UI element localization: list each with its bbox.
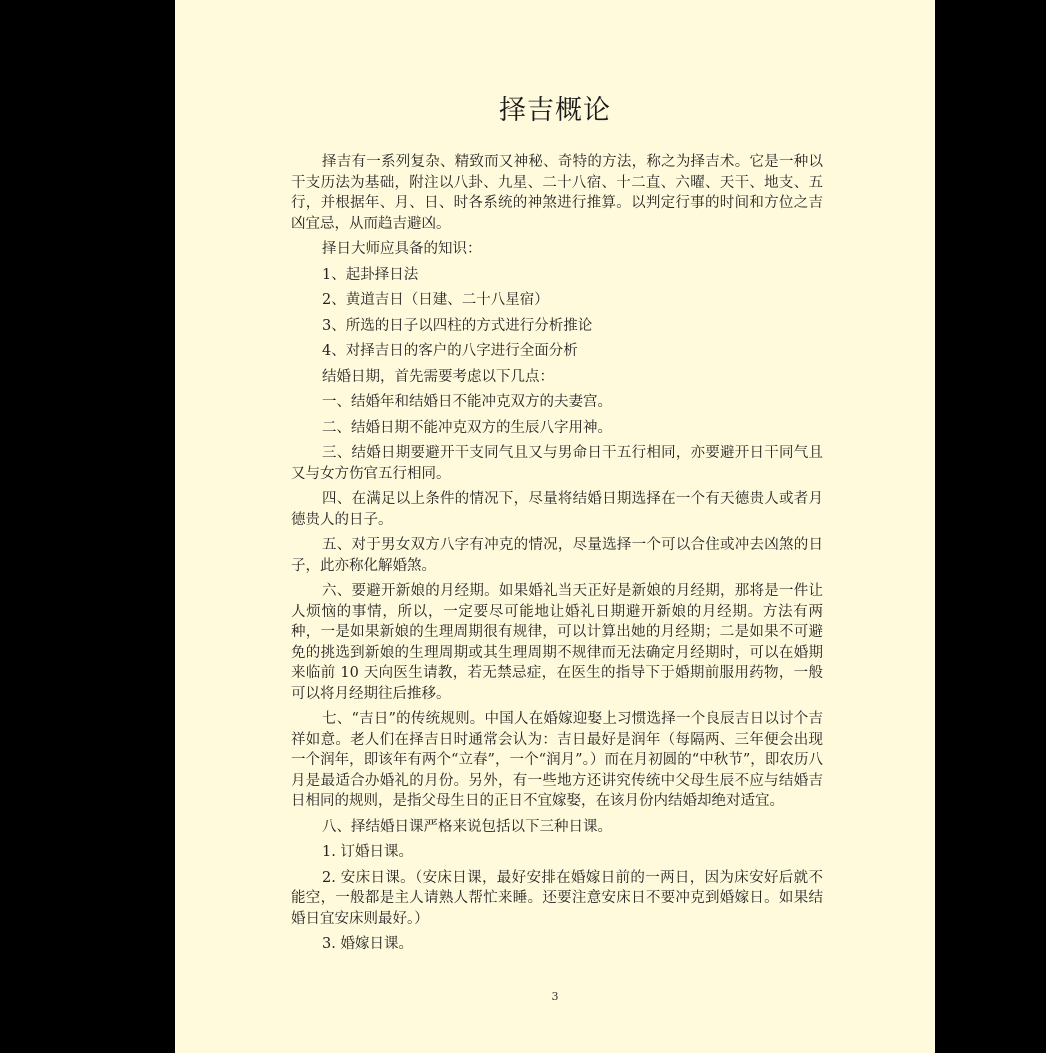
list-item: 4、对择吉日的客户的八字进行全面分析: [322, 343, 578, 359]
document-body: [291, 152, 823, 960]
list-item: 3、所选的日子以四柱的方式进行分析推论: [322, 317, 593, 334]
document-page: [175, 0, 935, 1053]
list-item: 2、黄道吉日（日建、二十八星宿）: [322, 292, 549, 308]
rule-item: 二、结婚日期不能冲克双方的生辰八字用神。: [322, 419, 612, 436]
rule-item: 三、结婚日期要避开干支同气且又与男命日干五行相同，亦要避开日干同气且又与女方伤官五行相同。: [291, 445, 823, 482]
sub-item: 3. 婚嫁日课。: [322, 936, 413, 952]
list-item: 1、起卦择日法: [322, 266, 419, 283]
page-number: 3: [551, 990, 559, 1003]
rule-item: 一、结婚年和结婚日不能冲克双方的夫妻宫。: [322, 394, 612, 410]
paragraph-wedding-heading: 结婚日期，首先需要考虑以下几点：: [322, 368, 554, 385]
sub-item: 2. 安床日课。（安床日课，最好安排在婚嫁日前的一两日，因为床安好后就不能空，一般都是主人请熟人帮忙来睡。还要注意安床日不要冲克到婚嫁日。如果结婚日宜安床则最好。）: [291, 869, 823, 927]
paragraph-knowledge-heading: 择日大师应具备的知识：: [322, 241, 482, 257]
paragraph-intro: 择吉有一系列复杂、精致而又神秘、奇特的方法，称之为择吉术。它是一种以干支历法为基础，附注以八卦、九星、二十八宿、十二直、六曜、天干、地支、五行，并根据年、月、日、时各系统的神煞进行推算。以判定行事的时间和方位之吉凶宜忌，从而趋吉避凶。: [291, 154, 823, 232]
page-title: 择吉概论: [499, 95, 611, 126]
rule-item: 五、对于男女双方八字有冲克的情况，尽量选择一个可以合住或冲去凶煞的日子，此亦称化解婚煞。: [291, 537, 823, 574]
rule-item: 四、在满足以上条件的情况下，尽量将结婚日期选择在一个有天德贵人或者月德贵人的日子。: [291, 491, 823, 528]
rule-item: 六、要避开新娘的月经期。如果婚礼当天正好是新娘的月经期，那将是一件让人烦恼的事情，所以，一定要尽可能地让婚礼日期避开新娘的月经期。方法有两种，一是如果新娘的生理周期很有规律，可以计算出她的月经期；二是如果不可避免的挑选到新娘的生理周期或其生理周期不规律而无法确定月经期时，可以在婚期来临前 10 天向医生请教，若无禁忌症，在医生的指导下于婚期前服用药物，一般可以将月经期往后推移。: [291, 583, 823, 702]
rule-item: 七、“吉日”的传统规则。中国人在婚嫁迎娶上习惯选择一个良辰吉日以讨个吉祥如意。老人们在择吉日时通常会认为：吉日最好是润年（每隔两、三年便会出现一个润年，即该年有两个“立春”，一个“润月”。）而在月初圆的“中秋节”，即农历八月是最适合办婚礼的月份。另外，有一些地方还讲究传统中父母生辰不应与结婚吉日相同的规则，是指父母生日的正日不宜嫁娶，在该月份内结婚却绝对适宜。: [291, 711, 823, 809]
sub-item: 1. 订婚日课。: [322, 844, 413, 860]
rule-item: 八、择结婚日课严格来说包括以下三种日课。: [322, 818, 612, 835]
